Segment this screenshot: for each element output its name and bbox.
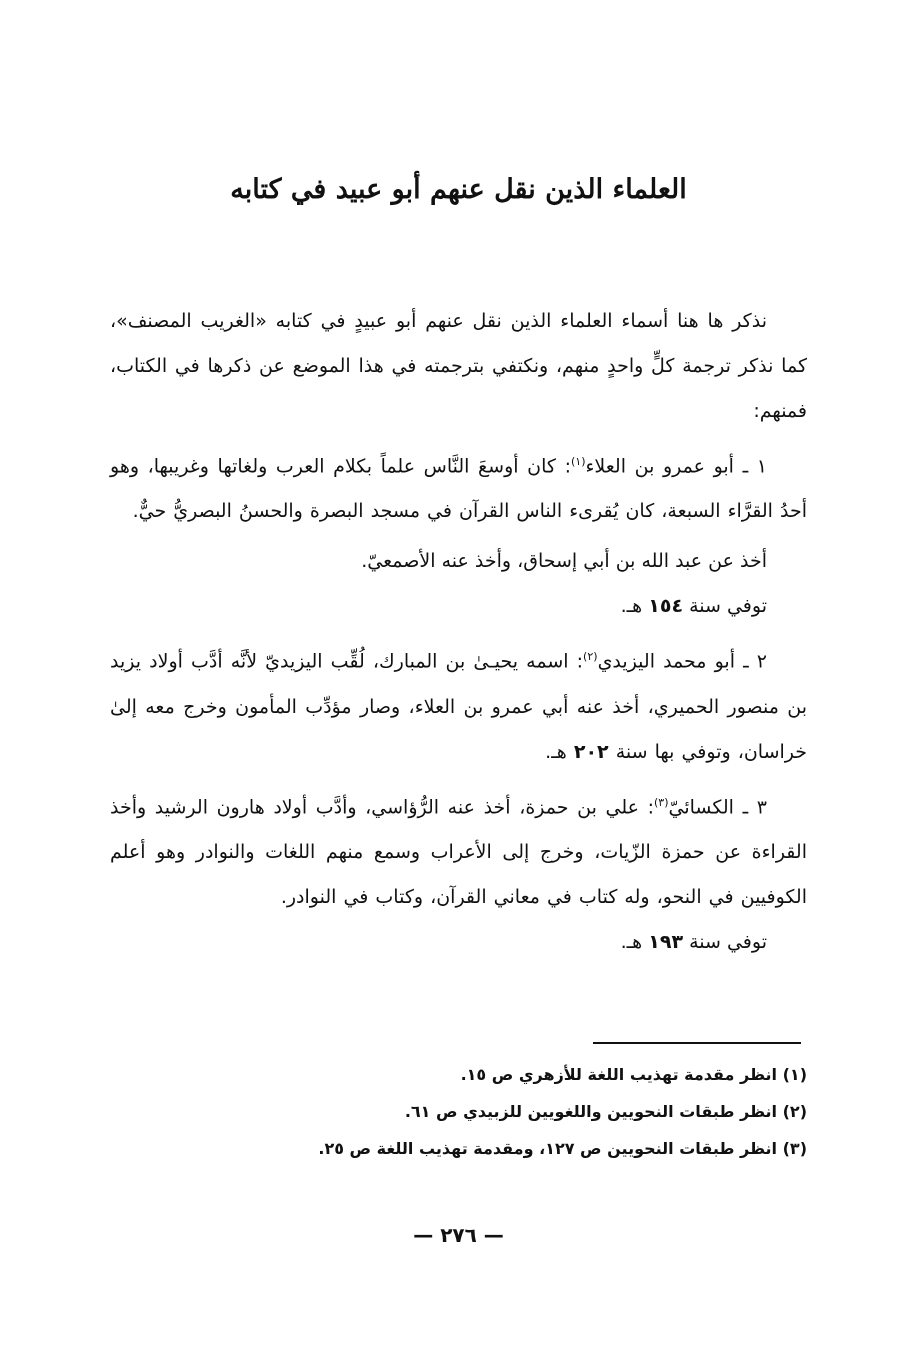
entry-text: : علي بن حمزة، أخذ عنه الرُّؤاسي، وأدَّب أولاد هارون الرشيد وأخذ القراءة عن حمزة الزّيات، وخرج إلى الأعراب وسمع منهم اللغات والنوادر وهو أعلم الكوفيين في النحو، وله كتاب في معاني القرآن، وكتاب في النوادر.: [110, 795, 807, 908]
entry-number: ٢: [756, 650, 767, 673]
footnotes: [110, 1056, 807, 1167]
death-suffix: هـ.: [620, 595, 643, 618]
entry-death: [110, 920, 807, 965]
footnote-ref: (١): [570, 455, 586, 468]
death-suffix: هـ.: [545, 740, 567, 763]
main-text: [110, 299, 807, 965]
death-year: ٢٠٢: [573, 740, 609, 763]
death-label: توفي سنة: [689, 595, 767, 618]
entry-death: [110, 584, 807, 629]
entry-name: الكسائيّ: [668, 795, 734, 818]
entry-text: : كان أوسعَ النَّاس علماً بكلام العرب ولغاتها وغريبها، وهو أحدُ القرَّاء السبعة، كان يُقرىء الناس القرآن في مسجد البصرة والحسنُ البصريُّ حيٌّ.: [110, 455, 807, 523]
death-year: ١٥٤: [648, 595, 684, 618]
entry-extra: أخذ عن عبد الله بن أبي إسحاق، وأخذ عنه الأصمعيّ.: [361, 550, 767, 573]
intro-paragraph: نذكر ها هنا أسماء العلماء الذين نقل عنهم أبو عبيدٍ في كتابه «الغريب المصنف»، كما نذكر ترجمة كلٍّ واحدٍ منهم، ونكتفي بترجمته في هذا الموضع عن ذكرها في الكتاب، فمنهم:: [110, 310, 807, 422]
footnote-item: (٢) انظر طبقات النحويين واللغويين للزبيدي ص ٦١.: [404, 1102, 807, 1121]
death-suffix: هـ.: [620, 930, 643, 953]
page-title: العلماء الذين نقل عنهم أبو عبيد في كتابه: [230, 174, 687, 205]
entry-name: أبو محمد اليزيدي: [597, 650, 735, 673]
death-year: ١٩٣: [648, 930, 684, 953]
page-number: — ٢٧٦ —: [413, 1223, 504, 1247]
entry-1: ١ ـ أبو عمرو بن العلاء$^{(١)}$: كان أوسعَ النَّاس علماً بكلام العرب ولغاتها وغريبها، وهو أحدُ القرَّاء السبعة، كان يُقرىء الناس القرآن في مسجد البصرة والحسنُ البصريُّ حيٌّ.: [110, 455, 807, 523]
footnote-ref: (٣): [654, 795, 669, 809]
entry-number: ٣: [756, 795, 767, 818]
entry-2: ٢ ـ أبو محمد اليزيدي$^{(٢)}$: اسمه يحيـىٰ بن المبارك، لُقِّب اليزيديّ لأنَّه أدَّب أولاد يزيد بن منصور الحميري، أخذ عنه أبي عمرو بن العلاء، وصار مؤدِّب المأمون وخرج معه إلىٰ خراسان، وتوفي بها سنة ٢٠٢ هـ.: [110, 650, 807, 763]
entry-3: ٣ ـ الكسائيّ$^{(٣)}$: علي بن حمزة، أخذ عنه الرُّؤاسي، وأدَّب أولاد هارون الرشيد وأخذ القراءة عن حمزة الزّيات، وخرج إلى الأعراب وسمع منهم اللغات والنوادر وهو أعلم الكوفيين في النحو، وله كتاب في معاني القرآن، وكتاب في النوادر.: [110, 795, 807, 908]
death-label: توفي سنة: [689, 930, 767, 953]
entry-text: : اسمه يحيـىٰ بن المبارك، لُقِّب اليزيديّ لأنَّه أدَّب أولاد يزيد بن منصور الحميري، أخذ عنه أبي عمرو بن العلاء، وصار مؤدِّب المأمون وخرج معه إلىٰ خراسان، وتوفي بها سنة: [110, 650, 807, 763]
entry-number: ١: [756, 455, 767, 478]
footnote-ref: (٢): [583, 650, 598, 664]
footnote-item: (١) انظر مقدمة تهذيب اللغة للأزهري ص ١٥.: [460, 1065, 807, 1084]
footnote-separator: [593, 1042, 801, 1044]
footnote-item: (٣) انظر طبقات النحويين ص ١٢٧، ومقدمة تهذيب اللغة ص ٢٥.: [318, 1139, 807, 1158]
entry-name: أبو عمرو بن العلاء: [585, 455, 734, 478]
